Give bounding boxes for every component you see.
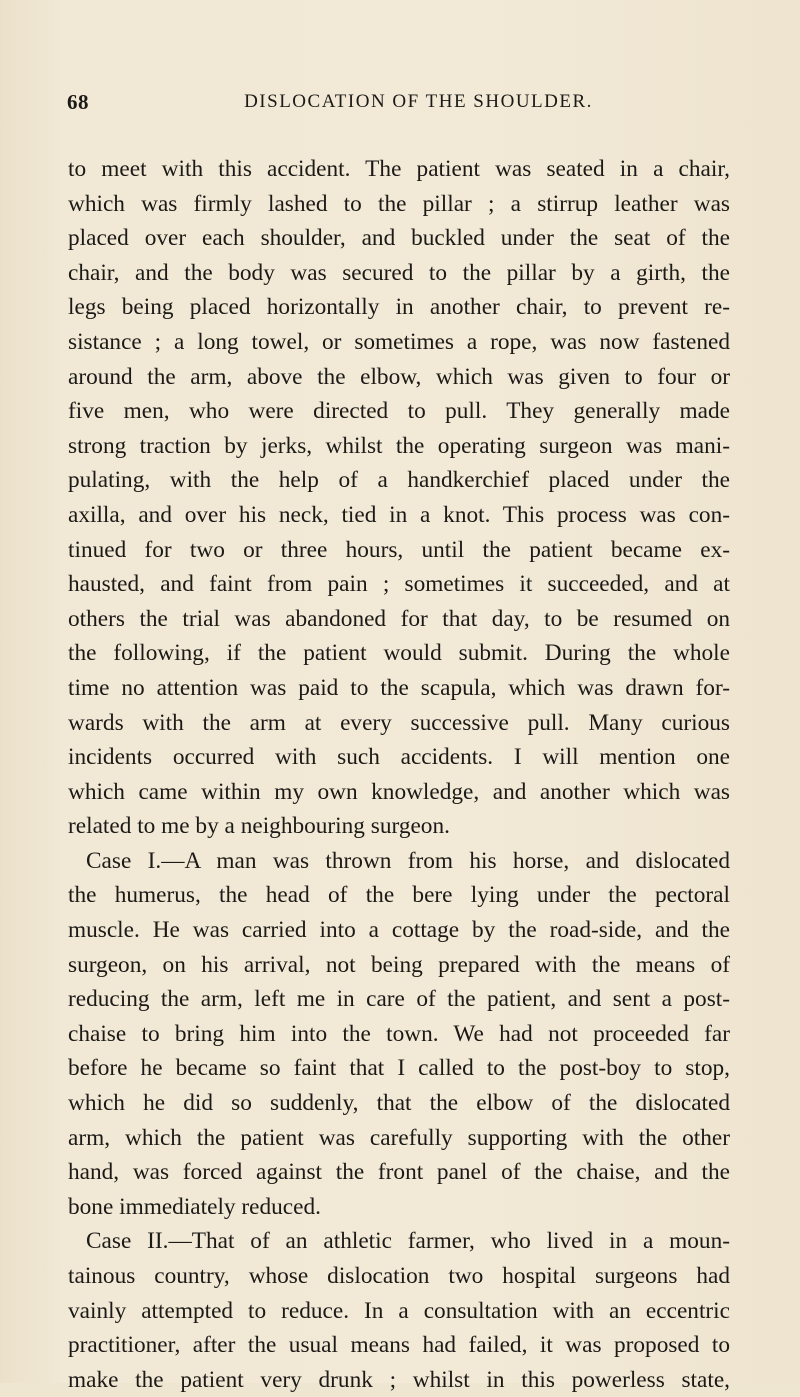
- page-header: [67, 90, 730, 120]
- text-line: wards with the arm at every successive pull. Many curious: [68, 709, 730, 736]
- text-line: chair, and the body was secured to the pillar by a girth, the: [68, 259, 730, 286]
- text-line: sistance ; a long towel, or sometimes a rope, was now fastened: [68, 328, 730, 355]
- text-line: tainous country, whose dislocation two hospital surgeons had: [68, 1263, 730, 1289]
- text-line: which came within my own knowledge, and another which was: [68, 778, 730, 805]
- case-two-heading-line: Case II.—That of an athletic farmer, who lived in a moun-: [86, 1228, 730, 1255]
- text-line: legs being placed horizontally in another chair, to prevent re-: [68, 294, 730, 321]
- text-line: around the arm, above the elbow, which was given to four or: [68, 363, 730, 390]
- text-line: incidents occurred with such accidents. I will mention one: [68, 744, 730, 771]
- text-line: muscle. He was carried into a cottage by the road-side, and the: [68, 917, 730, 944]
- text-line: make the patient very drunk ; whilst in this powerless state,: [68, 1366, 730, 1393]
- text-line: to meet with this accident. The patient was seated in a chair,: [68, 156, 730, 182]
- case-one-heading-line: Case I.—A man was thrown from his horse, and dislocated: [86, 847, 730, 874]
- text-line: axilla, and over his neck, tied in a knot. This process was con-: [68, 501, 730, 528]
- text-line: bone immediately reduced.: [68, 1193, 321, 1220]
- text-line: which he did so suddenly, that the elbow of the dislocated: [68, 1090, 730, 1117]
- text-line: tinued for two or three hours, until the patient became ex-: [68, 536, 730, 563]
- text-line: five men, who were directed to pull. They generally made: [68, 398, 730, 425]
- text-line: arm, which the patient was carefully supporting with the other: [68, 1124, 730, 1151]
- text-line: practitioner, after the usual means had failed, it was proposed to: [68, 1332, 730, 1359]
- text-line: placed over each shoulder, and buckled under the seat of the: [68, 225, 730, 252]
- text-line: others the trial was abandoned for that day, to be resumed on: [68, 605, 730, 632]
- body-text: [68, 152, 730, 1397]
- text-line: surgeon, on his arrival, not being prepared with the means of: [68, 951, 730, 978]
- text-line: strong traction by jerks, whilst the operating surgeon was mani-: [68, 432, 730, 459]
- text-line: hand, was forced against the front panel of the chaise, and the: [68, 1159, 730, 1186]
- text-line: pulating, with the help of a handkerchief placed under the: [68, 467, 730, 494]
- text-line: before he became so faint that I called to the post-boy to stop,: [68, 1055, 730, 1082]
- text-line: reducing the arm, left me in care of the patient, and sent a post-: [68, 986, 730, 1013]
- text-line: time no attention was paid to the scapula, which was drawn for-: [68, 674, 730, 701]
- running-head: DISLOCATION OF THE SHOULDER.: [244, 91, 593, 112]
- text-line: chaise to bring him into the town. We had not proceeded far: [68, 1020, 730, 1047]
- page-number: 68: [67, 90, 89, 114]
- text-line: the following, if the patient would submit. During the whole: [68, 640, 730, 667]
- text-line: vainly attempted to reduce. In a consultation with an eccentric: [68, 1297, 730, 1324]
- text-line: hausted, and faint from pain ; sometimes it succeeded, and at: [68, 571, 730, 598]
- text-line: related to me by a neighbouring surgeon.: [68, 813, 450, 840]
- text-line: the humerus, the head of the bere lying under the pectoral: [68, 882, 730, 909]
- text-line: which was firmly lashed to the pillar ; a stirrup leather was: [68, 190, 730, 217]
